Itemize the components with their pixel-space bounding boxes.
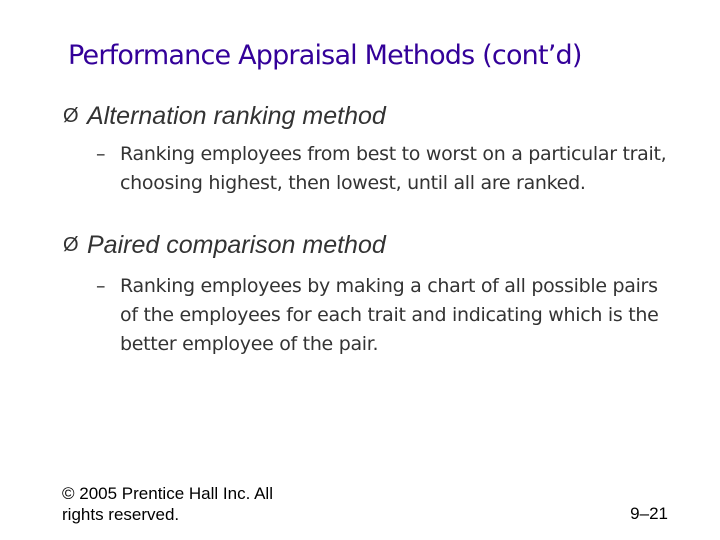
arrow-bullet-icon: Ø [63,234,79,256]
bullet-heading: Paired comparison method [87,231,386,259]
arrow-bullet-icon: Ø [63,105,79,127]
copyright-notice: © 2005 Prentice Hall Inc. All rights reserved. [62,484,273,524]
bullet-paired-comparison [63,231,703,260]
bullet-detail: Ranking employees by making a chart of all possible pairs of the employees for each trait and indicating which is the better employee of the pair. [120,275,659,355]
slide-title: Performance Appraisal Methods (cont’d) [68,40,582,71]
bullet-detail: Ranking employees from best to worst on a particular trait, choosing highest, then lowest, until all are ranked. [120,143,667,194]
dash-bullet-icon: – [96,275,106,297]
bullet-alternation-ranking [63,102,703,131]
page-number: 9–21 [630,504,668,523]
bullet-heading: Alternation ranking method [87,102,386,130]
dash-bullet-icon: – [96,143,106,165]
